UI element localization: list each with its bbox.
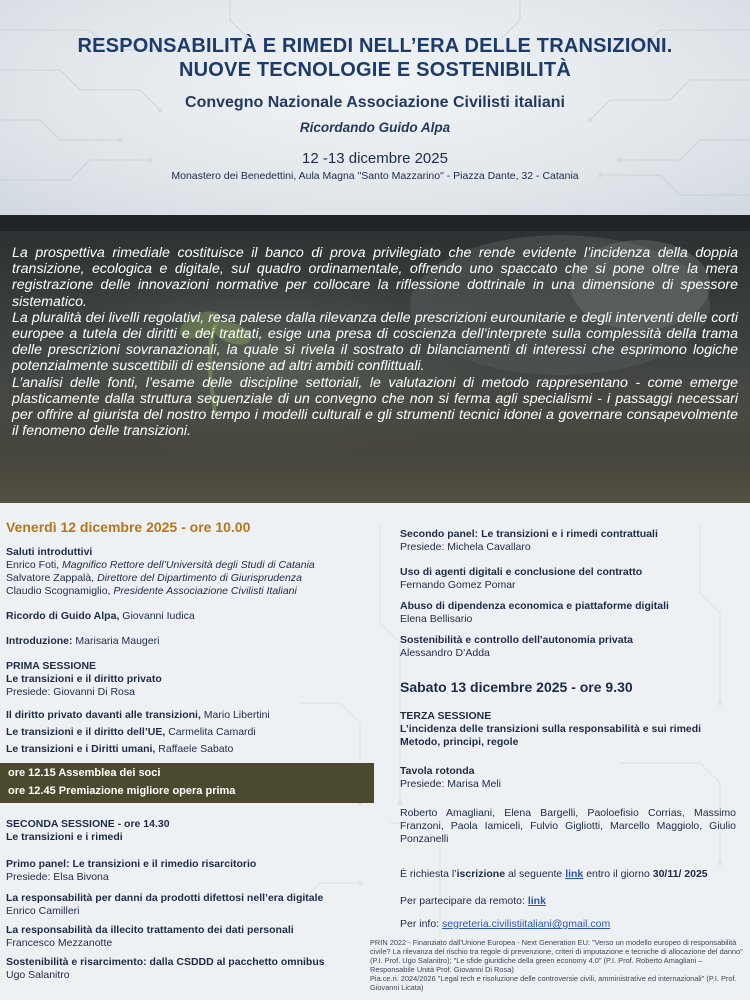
session1-chair: Presiede: Giovanni Di Rosa bbox=[6, 686, 135, 698]
session3-label: TERZA SESSIONE bbox=[400, 710, 492, 722]
greeting-role: Magnifico Rettore dell’Università degli Studi di Catania bbox=[62, 559, 315, 571]
conference-subtitle: Convegno Nazionale Associazione Civilisti italiani bbox=[185, 94, 565, 111]
memory-label: Ricordo di Guido Alpa, bbox=[6, 610, 120, 622]
panel1-talk bbox=[6, 956, 376, 982]
talk-item bbox=[6, 709, 376, 722]
roundtable-speakers: Roberto Amagliani, Elena Bargelli, Paoloefisio Corrias, Massimo Franzoni, Paola Iamiceli, Fulvio Gigliotti, Marcello Maggiolo, Giulio Ponzanelli bbox=[400, 807, 736, 845]
talk-item bbox=[6, 726, 376, 739]
registration-line bbox=[400, 868, 745, 881]
talk-title: Le transizioni e il diritto dell’UE, bbox=[6, 726, 166, 738]
talk-speaker: Mario Libertini bbox=[200, 709, 270, 721]
remote-line bbox=[400, 895, 745, 908]
talk-speaker: Carmelita Camardi bbox=[165, 726, 256, 738]
intro-block bbox=[6, 635, 376, 648]
greeting-line bbox=[6, 559, 376, 572]
talk-speaker: Enrico Camilleri bbox=[6, 905, 80, 917]
panel2-talk bbox=[400, 566, 745, 592]
panel2-chair: Presiede: Michela Cavallaro bbox=[400, 541, 531, 553]
greetings-label: Saluti introduttivi bbox=[6, 546, 93, 558]
session2-topic: Le transizioni e i rimedi bbox=[6, 831, 123, 843]
talk-title: Sostenibilità e risarcimento: dalla CSDDD al pacchetto omnibus bbox=[6, 956, 325, 968]
talk-speaker: Ugo Salanitro bbox=[6, 969, 70, 981]
greeting-name: Enrico Foti, bbox=[6, 559, 63, 571]
session1-block bbox=[6, 660, 376, 699]
intro-paragraph-2: La pluralità dei livelli regolativi, resa palese dalla rilevanza delle prescrizioni eurounitarie e degli interventi delle corti europee a tutela dei diritti e dei trattati, esige una presa di coscienza dell’interprete sulla complessità della trama delle prescrizioni sovranazionali, la quale si rivela il sostrato di bilanciamenti di interessi che esprimono logiche potenzialmente suscettibili di estensione ad altri ambiti conflittuali. bbox=[12, 309, 738, 375]
intro-text bbox=[12, 245, 738, 439]
greeting-line bbox=[6, 585, 376, 598]
panel2-talk bbox=[400, 600, 745, 626]
registration-post: entro il giorno bbox=[583, 868, 653, 880]
title-line-2: NUOVE TECNOLOGIE E SOSTENIBILITÀ bbox=[179, 59, 571, 81]
memory-block bbox=[6, 610, 376, 623]
day1-heading: Venerdì 12 dicembre 2025 - ore 10.00 bbox=[6, 519, 251, 535]
talk-speaker: Francesco Mezzanotte bbox=[6, 937, 113, 949]
event-venue: Monastero dei Benedettini, Aula Magna "Santo Mazzarino" - Piazza Dante, 32 - Catania bbox=[171, 170, 579, 182]
memorial-subtitle: Ricordando Guido Alpa bbox=[299, 120, 451, 135]
session3-block bbox=[400, 710, 745, 749]
intro-label: Introduzione: bbox=[6, 635, 73, 647]
funding-footnote bbox=[370, 938, 748, 992]
intro-banner bbox=[0, 215, 750, 503]
panel1-talk bbox=[6, 924, 376, 950]
intro-paragraph-3: L’analisi delle fonti, l’esame delle discipline settoriali, le valutazioni di metodo rappresentano - come emerge plasticamente dalla struttura sequenziale di un convegno che non si ferma agli specialismi - i passaggi necessari per offrire al giurista del nostro tempo i modelli culturali e gli strumenti tecnici idonei a governare consapevolmente il fenomeno delle transizioni. bbox=[12, 374, 738, 440]
panel1-talk bbox=[6, 892, 376, 918]
talk-title: La responsabilità da illecito trattamento dei dati personali bbox=[6, 924, 294, 936]
registration-deadline: 30/11/ 2025 bbox=[652, 868, 708, 880]
event-date: 12 -13 dicembre 2025 bbox=[302, 150, 448, 167]
panel1-title: Primo panel: Le transizioni e il rimedio risarcitorio bbox=[6, 858, 257, 870]
talk-item bbox=[6, 743, 376, 756]
greetings-block bbox=[6, 546, 376, 598]
panel2-block bbox=[400, 528, 745, 554]
session3-topic: L’incidenza delle transizioni sulla responsabilità e sui rimedi bbox=[400, 723, 702, 735]
footnote-prin: PRIN 2022 - Finanziato dall'Unione Europea - Next Generation EU: "Verso un modello europeo di responsabilità civile? La rilevanza del rischio tra regole di prevenzione, criteri di imputazione e tecniche di allocazione del danno" (P.I. Prof. Ugo Salanitro); "Le sfide giuridiche della green economy 4.0" (P.I. Prof. Roberto Amagliani – Responsabile Unità Prof. Giovanni Di Rosa) bbox=[370, 938, 743, 974]
day2-heading: Sabato 13 dicembre 2025 - ore 9.30 bbox=[400, 679, 633, 695]
roundtable-label: Tavola rotonda bbox=[400, 765, 475, 777]
talk-title: Uso di agenti digitali e conclusione del contratto bbox=[400, 566, 643, 578]
registration-pre: È richiesta l’ bbox=[400, 868, 457, 880]
session1-topic: Le transizioni e il diritto privato bbox=[6, 673, 162, 685]
talk-speaker: Raffaele Sabato bbox=[155, 743, 234, 755]
registration-bold: iscrizione bbox=[456, 868, 506, 880]
registration-mid: al seguente bbox=[505, 868, 566, 880]
talk-speaker: Fernando Gomez Pomar bbox=[400, 579, 516, 591]
roundtable-chair: Presiede: Marisa Meli bbox=[400, 778, 501, 790]
assembly-line: ore 12.15 Assemblea dei soci bbox=[8, 767, 161, 779]
title-line-1: RESPONSABILITÀ E RIMEDI NELL’ERA DELLE TRANSIZIONI. bbox=[77, 35, 673, 57]
talk-title: Sostenibilità e controllo dell'autonomia privata bbox=[400, 634, 633, 646]
panel2-title: Secondo panel: Le transizioni e i rimedi contrattuali bbox=[400, 528, 658, 540]
memory-speaker: Giovanni Iudica bbox=[119, 610, 195, 622]
panel2-talk bbox=[400, 634, 745, 660]
greeting-name: Salvatore Zappalà, bbox=[6, 572, 98, 584]
greeting-name: Claudio Scognamiglio, bbox=[6, 585, 114, 597]
talk-title: La responsabilità per danni da prodotti difettosi nell’era digitale bbox=[6, 892, 324, 904]
info-email-link[interactable]: segreteria.civilistiitaliani@gmail.com bbox=[442, 918, 611, 930]
remote-link[interactable]: link bbox=[527, 895, 546, 907]
program-left-column bbox=[6, 518, 376, 982]
greeting-role: Presidente Associazione Civilisti Italiani bbox=[113, 585, 297, 597]
session2-label: SECONDA SESSIONE - ore 14.30 bbox=[6, 818, 170, 830]
info-line bbox=[400, 918, 745, 931]
registration-link[interactable]: link bbox=[565, 868, 584, 880]
session1-talks bbox=[6, 709, 376, 756]
session2-block bbox=[6, 818, 376, 844]
footnote-piaceri: Pia.ce.ri. 2024/2026 "Legal tech e risoluzione delle controversie civili, amministrative ed internazionali" (P.I. Prof. Giovanni Licata) bbox=[370, 974, 737, 992]
program-right-column bbox=[400, 528, 745, 931]
award-line: ore 12.45 Premiazione migliore opera prima bbox=[8, 785, 236, 797]
intro-paragraph-1: La prospettiva rimediale costituisce il banco di prova privilegiato che rende evidente l’incidenza della doppia transizione, ecologica e digitale, sul quadro ordinamentale, offrendo uno spaccato che si pone oltre la mera registrazione delle innovazioni normative per collocare la riflessione dottrinale in una dimensione di spessore sistematico. bbox=[12, 245, 738, 310]
talk-speaker: Elena Bellisario bbox=[400, 613, 473, 625]
roundtable-block bbox=[400, 765, 745, 791]
page-title bbox=[0, 34, 750, 82]
session3-method: Metodo, principi, regole bbox=[400, 736, 519, 748]
talk-speaker: Alessandro D’Adda bbox=[400, 647, 490, 659]
panel1-chair: Presiede: Elsa Bivona bbox=[6, 871, 109, 883]
banner-top-strip bbox=[0, 215, 750, 231]
talk-title: Abuso di dipendenza economica e piattaforme digitali bbox=[400, 600, 669, 612]
greeting-line bbox=[6, 572, 376, 585]
intro-speaker: Marisaria Maugeri bbox=[72, 635, 160, 647]
session1-label: PRIMA SESSIONE bbox=[6, 660, 97, 672]
greeting-role: Direttore del Dipartimento di Giurisprudenza bbox=[97, 572, 302, 584]
remote-text: Per partecipare da remoto: bbox=[400, 895, 528, 907]
panel1-block bbox=[6, 858, 376, 884]
info-text: Per info: bbox=[400, 918, 443, 930]
talk-title: Il diritto privato davanti alle transizioni, bbox=[6, 709, 201, 721]
talk-title: Le transizioni e i Diritti umani, bbox=[6, 743, 156, 755]
